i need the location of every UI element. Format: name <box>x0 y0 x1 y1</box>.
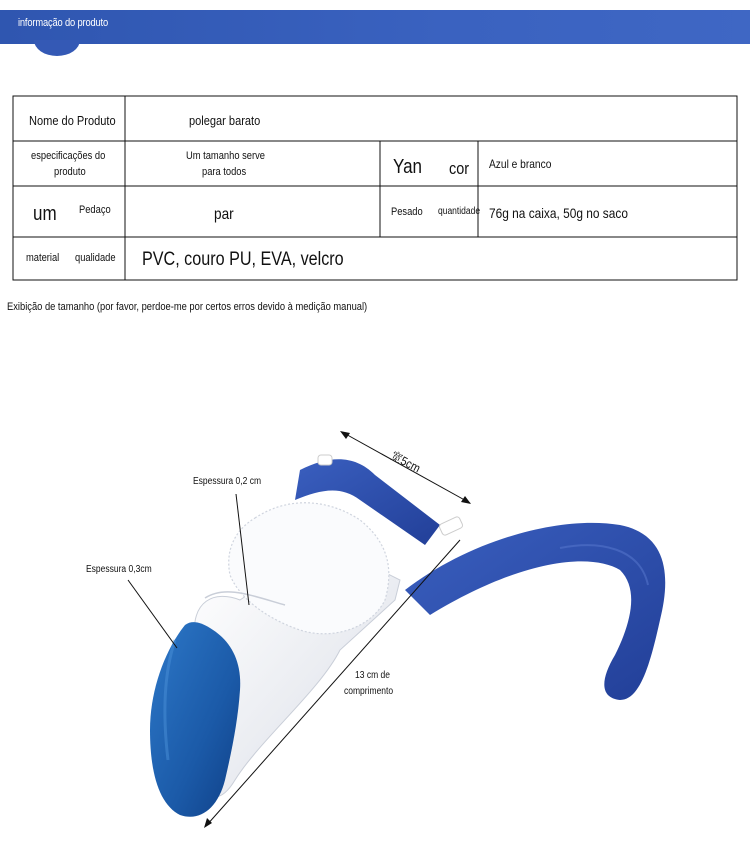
color-value: Azul e branco <box>489 157 552 171</box>
size-display-note: Exibição de tamanho (por favor, perdoe-me por certos erros devido à medição manual) <box>7 301 368 313</box>
width-annotation: 宽5cm <box>388 448 423 476</box>
product-name-label: Nome do Produto <box>29 113 116 128</box>
strap-clip-top <box>318 455 332 465</box>
thickness-top-annotation: Espessura 0,2 cm <box>193 476 262 487</box>
thickness-left-leader <box>128 580 177 648</box>
um-label: um <box>33 203 57 225</box>
product-name-value: polegar barato <box>189 113 261 128</box>
weight-value: 76g na caixa, 50g no saco <box>489 205 628 221</box>
spec-label-line2: produto <box>54 166 86 178</box>
length-annotation-line2: comprimento <box>344 686 394 697</box>
strap-clip-right <box>438 516 463 536</box>
quantity-label: quantidade <box>438 206 481 217</box>
section-header-title: informação do produto <box>18 17 108 29</box>
length-annotation-line1: 13 cm de <box>355 670 390 681</box>
thickness-left-annotation: Espessura 0,3cm <box>86 564 152 575</box>
spec-label-line1: especificações do <box>31 150 106 162</box>
weight-label: Pesado <box>391 206 423 218</box>
pair-value: par <box>214 206 234 223</box>
yan-label: Yan <box>393 156 422 178</box>
quality-label: qualidade <box>75 252 116 264</box>
material-value: PVC, couro PU, EVA, velcro <box>142 249 344 270</box>
material-label: material <box>26 252 60 264</box>
velcro-strap-loop <box>405 523 665 700</box>
size-value-line1: Um tamanho serve <box>186 150 265 162</box>
piece-label: Pedaço <box>79 204 111 216</box>
size-value-line2: para todos <box>202 166 247 178</box>
color-label: cor <box>449 159 470 178</box>
